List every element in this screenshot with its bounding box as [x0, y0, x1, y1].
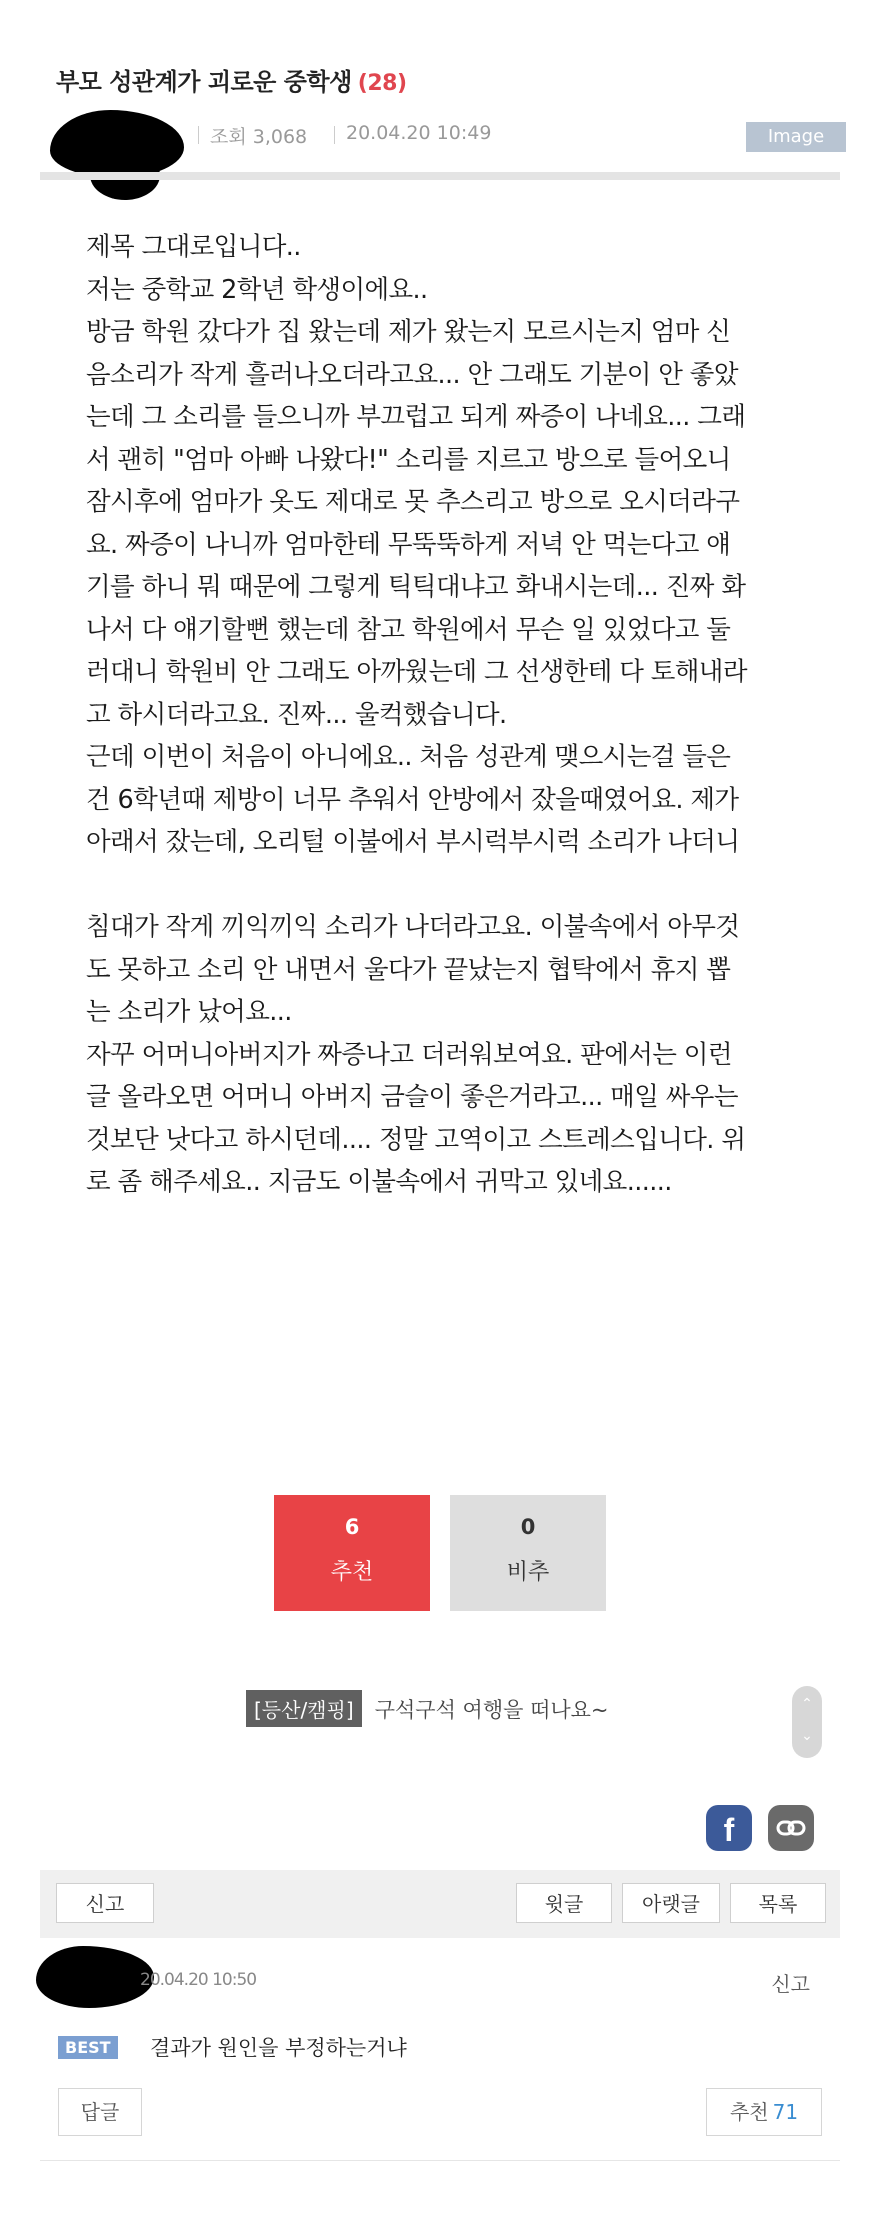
- author-redacted: [50, 110, 184, 178]
- not-recommend-label: 비추: [506, 1560, 550, 1585]
- post-title: [56, 62, 846, 97]
- prev-post-button[interactable]: 윗글: [516, 1883, 612, 1923]
- not-recommend-count: 0: [520, 1515, 536, 1539]
- post-body-line: 러대니 학원비 안 그래도 아까웠는데 그 선생한테 다 토해내라: [86, 657, 747, 687]
- facebook-icon[interactable]: f: [706, 1805, 752, 1851]
- post-body-line: 것보단 낫다고 하시던데.... 정말 고역이고 스트레스입니다. 위: [86, 1124, 746, 1155]
- post-body-line: 나서 다 얘기할뻔 했는데 참고 학원에서 무슨 일 있었다고 둘: [86, 614, 731, 645]
- post-body-line: 근데 이번이 처음이 아니에요.. 처음 성관계 맺으시는걸 들은: [86, 742, 731, 772]
- chevron-down-icon[interactable]: ⌄: [801, 1728, 813, 1744]
- post-body-line: 잠시후에 엄마가 옷도 제대로 못 추스리고 방으로 오시더라구: [86, 487, 740, 517]
- post-body-line: [86, 864, 786, 907]
- next-post-button[interactable]: 아랫글: [622, 1883, 720, 1923]
- promo-text: 구석구석 여행을 떠나요~: [374, 1698, 609, 1722]
- comment-recommend-count: 71: [772, 2100, 799, 2124]
- view-count: 조회 3,068: [210, 126, 308, 148]
- comment-recommend-button[interactable]: [706, 2088, 822, 2136]
- post-body-line: 방금 학원 갔다가 집 왔는데 제가 왔는지 모르시는지 엄마 신: [86, 317, 731, 347]
- post-meta: [56, 120, 846, 150]
- post-body-line: 제목 그대로입니다..: [86, 232, 301, 262]
- list-button[interactable]: 목록: [730, 1883, 826, 1923]
- post-body-line: 기를 하니 뭐 때문에 그렇게 틱틱대냐고 화내시는데... 진짜 화: [86, 572, 746, 602]
- post-body-line: 는데 그 소리를 들으니까 부끄럽고 되게 짜증이 나네요... 그래: [86, 402, 746, 432]
- comment-count[interactable]: (28): [357, 71, 407, 96]
- post-body-line: 요. 짜증이 나니까 엄마한테 무뚝뚝하게 저녁 안 먹는다고 얘: [86, 529, 731, 560]
- image-tag: Image: [746, 122, 846, 152]
- recommend-label: 추천: [330, 1560, 374, 1585]
- reply-button[interactable]: 답글: [58, 2088, 142, 2136]
- comment-recommend-label: 추천: [729, 2100, 769, 2124]
- post-header: [56, 62, 846, 148]
- post-title-text: 부모 성관계가 괴로운 중학생: [56, 68, 352, 96]
- commenter-redacted: [36, 1946, 154, 2008]
- bottom-divider: [40, 2160, 840, 2161]
- promo-banner[interactable]: [246, 1690, 609, 1726]
- promo-scroller[interactable]: [792, 1686, 822, 1758]
- link-icon[interactable]: [768, 1805, 814, 1851]
- chevron-up-icon[interactable]: ⌃: [801, 1696, 813, 1712]
- post-body: [86, 226, 786, 1204]
- meta-divider: [334, 126, 335, 144]
- header-divider: [40, 172, 840, 180]
- comment-item: [40, 1938, 840, 2160]
- post-body-line: 서 괜히 "엄마 아빠 나왔다!" 소리를 지르고 방으로 들어오니: [86, 444, 731, 475]
- not-recommend-button[interactable]: [450, 1495, 606, 1611]
- comment-date: 20.04.20 10:50: [140, 1970, 257, 1990]
- post-body-line: 로 좀 해주세요.. 지금도 이불속에서 귀막고 있네요......: [86, 1167, 672, 1197]
- post-body-line: 는 소리가 났어요...: [86, 997, 292, 1027]
- comment-report-button[interactable]: 신고: [771, 1972, 810, 1996]
- post-body-line: 자꾸 어머니아버지가 짜증나고 더러워보여요. 판에서는 이런: [86, 1039, 732, 1070]
- post-body-line: 도 못하고 소리 안 내면서 울다가 끝났는지 협탁에서 휴지 뽑: [86, 954, 731, 985]
- comment-text: 결과가 원인을 부정하는거냐: [150, 2036, 407, 2060]
- report-button[interactable]: 신고: [56, 1883, 154, 1923]
- post-body-line: 글 올라오면 어머니 아버지 금슬이 좋은거라고... 매일 싸우는: [86, 1082, 738, 1112]
- promo-category: [등산/캠핑]: [246, 1690, 362, 1727]
- post-body-line: 음소리가 작게 흘러나오더라고요... 안 그래도 기분이 안 좋았: [86, 359, 738, 390]
- recommend-button[interactable]: [274, 1495, 430, 1611]
- post-date: 20.04.20 10:49: [346, 122, 492, 144]
- post-toolbar: [40, 1870, 840, 1938]
- post-body-line: 고 하시더라고요. 진짜... 울컥했습니다.: [86, 699, 507, 730]
- post-body-line: 침대가 작게 끼익끼익 소리가 나더라고요. 이불속에서 아무것: [86, 912, 740, 942]
- post-body-line: 저는 중학교 2학년 학생이에요..: [86, 274, 428, 305]
- post-body-line: 건 6학년때 제방이 너무 추워서 안방에서 잤을때였어요. 제가: [86, 784, 739, 815]
- post-body-line: 아래서 잤는데, 오리털 이불에서 부시럭부시럭 소리가 나더니: [86, 827, 740, 857]
- recommend-count: 6: [344, 1515, 360, 1539]
- best-badge: BEST: [58, 2036, 118, 2059]
- meta-divider: [198, 126, 199, 144]
